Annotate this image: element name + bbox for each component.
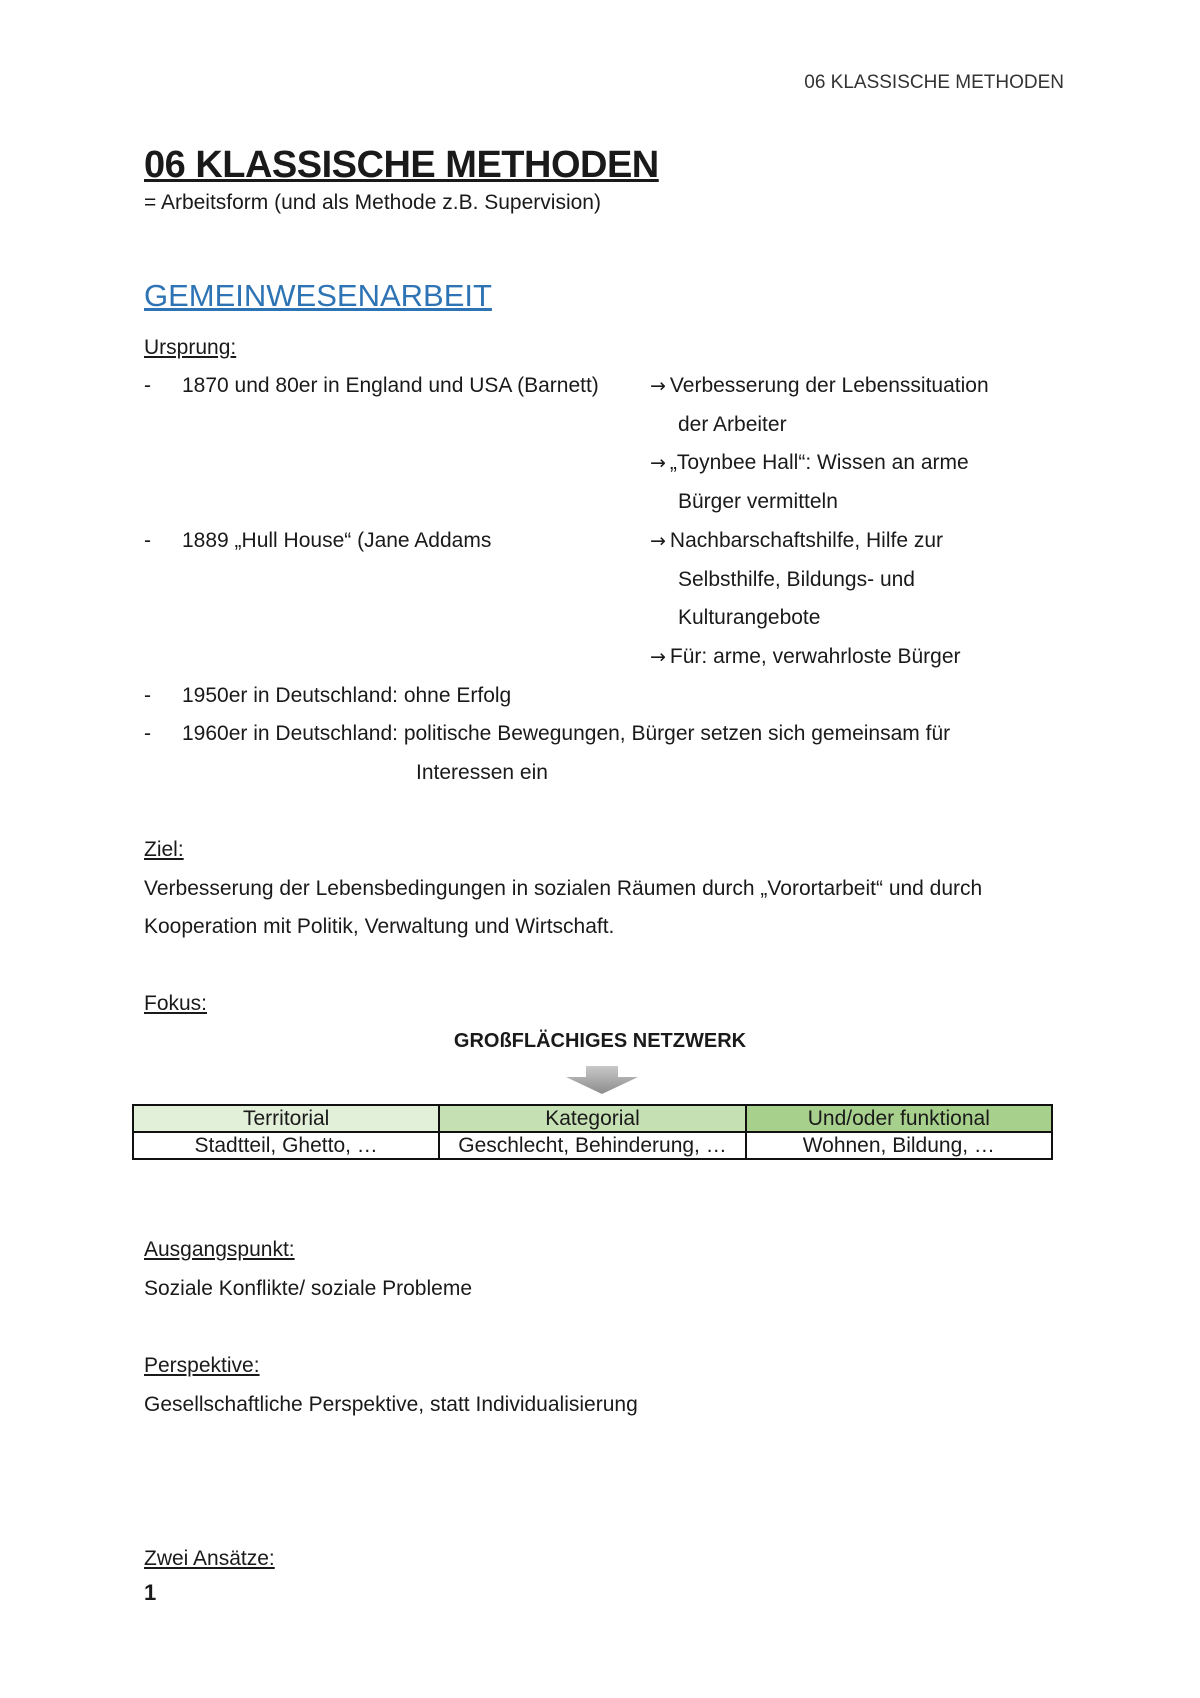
note-3-cont: Selbsthilfe, Bildungs- und	[678, 568, 915, 591]
note-4: → Für: arme, verwahrloste Bürger	[650, 645, 961, 668]
table-cell-territorial: Stadtteil, Ghetto, …	[133, 1132, 439, 1159]
arrow-right-icon: →	[650, 646, 666, 668]
ziel-text-line-1: Verbesserung der Lebensbedingungen in sozialen Räumen durch „Vorortarbeit“ und durch	[144, 877, 983, 900]
table-cell-kategorial: Geschlecht, Behinderung, …	[439, 1132, 745, 1159]
table-header-row	[133, 1105, 1052, 1132]
table-header-kategorial: Kategorial	[439, 1105, 745, 1132]
fokus-label: Fokus:	[144, 992, 208, 1015]
ursprung-item-4: 1960er in Deutschland: politische Bewegungen, Bürger setzen sich gemeinsam für	[182, 722, 951, 745]
zwei-ansaetze-label: Zwei Ansätze:	[144, 1547, 275, 1570]
arrow-right-icon: →	[650, 530, 666, 552]
note-2: → „Toynbee Hall“: Wissen an arme	[650, 451, 969, 474]
list-dash: -	[144, 529, 151, 552]
table-row	[133, 1132, 1052, 1159]
network-title: GROßFLÄCHIGES NETZWERK	[453, 1030, 747, 1052]
ursprung-item-2: 1889 „Hull House“ (Jane Addams	[182, 529, 492, 552]
perspektive-label: Perspektive:	[144, 1354, 260, 1377]
table-header-funktional: Und/oder funktional	[746, 1105, 1052, 1132]
ziel-text-line-2: Kooperation mit Politik, Verwaltung und Wirtschaft.	[144, 915, 615, 938]
arrow-right-icon: →	[650, 375, 666, 397]
list-dash: -	[144, 374, 151, 397]
running-header: 06 KLASSISCHE METHODEN	[804, 72, 1064, 93]
table-cell-funktional: Wohnen, Bildung, …	[746, 1132, 1052, 1159]
ursprung-item-3: 1950er in Deutschland: ohne Erfolg	[182, 684, 512, 707]
note-2-cont: Bürger vermitteln	[678, 490, 838, 513]
ziel-label: Ziel:	[144, 838, 184, 861]
note-3: → Nachbarschaftshilfe, Hilfe zur	[650, 529, 944, 552]
ausgangspunkt-text: Soziale Konflikte/ soziale Probleme	[144, 1277, 473, 1300]
subtitle: = Arbeitsform (und als Methode z.B. Supervision)	[144, 191, 601, 214]
ursprung-label: Ursprung:	[144, 336, 237, 359]
page-title: 06 KLASSISCHE METHODEN	[144, 144, 659, 186]
arrow-right-icon: →	[650, 452, 666, 474]
list-dash: -	[144, 684, 151, 707]
perspektive-text: Gesellschaftliche Perspektive, statt Individualisierung	[144, 1393, 638, 1416]
network-table	[132, 1104, 1053, 1160]
note-1-cont: der Arbeiter	[678, 413, 787, 436]
down-arrow-icon	[566, 1066, 638, 1094]
ausgangspunkt-label: Ausgangspunkt:	[144, 1238, 295, 1261]
ursprung-item-1: 1870 und 80er in England und USA (Barnett)	[182, 374, 599, 397]
list-dash: -	[144, 722, 151, 745]
note-3-cont2: Kulturangebote	[678, 606, 821, 629]
note-1: → Verbesserung der Lebenssituation	[650, 374, 989, 397]
ursprung-item-4-cont: Interessen ein	[416, 761, 548, 784]
table-header-territorial: Territorial	[133, 1105, 439, 1132]
page-number: 1	[144, 1580, 157, 1605]
section-heading: GEMEINWESENARBEIT	[144, 278, 492, 313]
